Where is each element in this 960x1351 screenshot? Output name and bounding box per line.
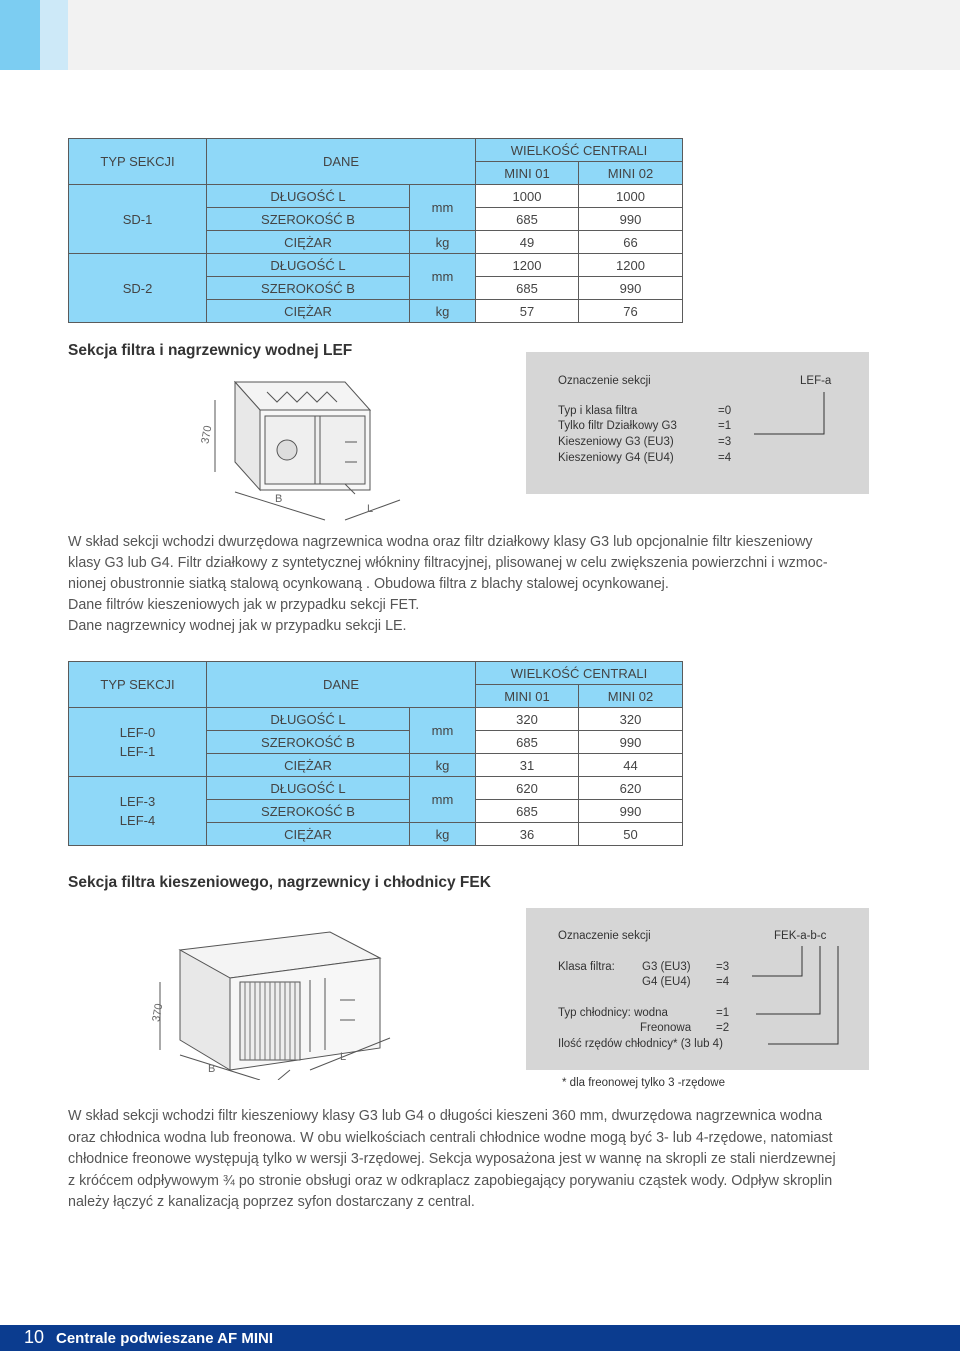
unit-cell: mm bbox=[410, 777, 476, 823]
designation-bracket bbox=[746, 392, 836, 442]
filter-type-line: Tylko filtr Działkowy G3 bbox=[558, 420, 677, 432]
paragraph-line: należy łączyć z kanalizacją poprzez syfon dostarczany z central. bbox=[68, 1194, 475, 1210]
paragraph-line: W skład sekcji wchodzi filtr kieszeniowy klasy G3 lub G4 o długości kieszeni 360 mm, dwurzędowa nagrzewnica wodna bbox=[68, 1108, 823, 1124]
filter-type-line: Kieszeniowy G3 (EU3) bbox=[558, 436, 674, 448]
header-dane: DANE bbox=[207, 662, 476, 708]
unit-cell: mm bbox=[410, 185, 476, 231]
value-cell: 31 bbox=[476, 754, 579, 777]
paragraph-line: z króćcem odpływowym ¾ po stronie obsługi oraz w odkraplacz zapobiegający porywaniu cząstek wody. Odpływ skroplin bbox=[68, 1172, 833, 1189]
klasa-filtra-option: G3 (EU3) bbox=[642, 961, 691, 973]
typ-sekcji-cell bbox=[69, 708, 207, 777]
param-cell: DŁUGOŚĆ L bbox=[207, 185, 410, 208]
table-row bbox=[69, 708, 683, 731]
value-cell: 57 bbox=[476, 300, 579, 323]
dimension-label-b: B bbox=[208, 1063, 216, 1075]
param-cell: DŁUGOŚĆ L bbox=[207, 708, 410, 731]
typ-sekcji-cell: SD-1 bbox=[69, 185, 207, 254]
filter-type-line: Kieszeniowy G4 (EU4) bbox=[558, 452, 674, 464]
lef-designation-box bbox=[526, 352, 869, 494]
lef-unit-drawing bbox=[195, 372, 415, 522]
value-cell: 990 bbox=[579, 277, 683, 300]
unit-cell: kg bbox=[410, 823, 476, 846]
paragraph-line: klasy G3 lub G4. Filtr działkowy z syntetycznej włókniny filtracyjnej, plisowanej w celu zwiększenia powierzchni i wzmoc- bbox=[68, 555, 828, 571]
designation-bracket bbox=[748, 946, 848, 1056]
designation-label: Oznaczenie sekcji bbox=[558, 930, 651, 942]
typ-chlodnicy-value: =1 bbox=[716, 1007, 730, 1019]
header-mini02: MINI 02 bbox=[579, 162, 683, 185]
paragraph-line: W skład sekcji wchodzi dwurzędowa nagrzewnica wodna oraz filtr działkowy klasy G3 lub opcjonalnie filtr kieszeniowy bbox=[68, 534, 813, 550]
param-cell: SZEROKOŚĆ B bbox=[207, 731, 410, 754]
param-cell: SZEROKOŚĆ B bbox=[207, 277, 410, 300]
table-row bbox=[69, 777, 683, 800]
typ-sekcji-code: LEF-1 bbox=[119, 744, 156, 759]
paragraph-line: chłodnice freonowe występują tylko w wersji 3-rzędowej. Sekcja wyposażona jest w wannę na skropli ze stali nierdzewnej bbox=[68, 1151, 836, 1167]
value-cell: 1200 bbox=[476, 254, 579, 277]
top-accent-strip-light bbox=[40, 0, 68, 70]
typ-chlodnicy-option: Freonowa bbox=[640, 1022, 692, 1034]
param-cell: CIĘŻAR bbox=[207, 300, 410, 323]
top-accent-strip bbox=[0, 0, 40, 70]
paragraph-line: nionej obustronnie siatką stalową ocynkowaną . Obudowa filtra z blachy stalowej ocynkowanej. bbox=[68, 576, 669, 592]
filter-type-value: =3 bbox=[718, 436, 732, 448]
footer-title: Centrale podwieszane AF MINI bbox=[56, 1330, 273, 1347]
page-number: 10 bbox=[24, 1327, 45, 1347]
paragraph-line: oraz chłodnica wodna lub freonowa. W obu wielkościach centrali chłodnice wodne mogą być 3- lub 4-rzędowe, natomiast bbox=[68, 1129, 833, 1146]
value-cell: 620 bbox=[476, 777, 579, 800]
filter-type-line: Typ i klasa filtra bbox=[558, 405, 638, 417]
param-cell: SZEROKOŚĆ B bbox=[207, 800, 410, 823]
value-cell: 990 bbox=[579, 208, 683, 231]
unit-cell: kg bbox=[410, 231, 476, 254]
value-cell: 990 bbox=[579, 731, 683, 754]
header-mini01: MINI 01 bbox=[476, 685, 579, 708]
param-cell: CIĘŻAR bbox=[207, 231, 410, 254]
typ-chlodnicy-label: Typ chłodnicy: wodna bbox=[558, 1007, 668, 1019]
typ-sekcji-cell: SD-2 bbox=[69, 254, 207, 323]
section-title-fek: Sekcja filtra kieszeniowego, nagrzewnicy i chłodnicy FEK bbox=[68, 874, 491, 891]
header-dane: DANE bbox=[207, 139, 476, 185]
lef-description bbox=[68, 532, 898, 637]
unit-cell: mm bbox=[410, 254, 476, 300]
filter-type-value: =1 bbox=[718, 420, 732, 432]
unit-cell: kg bbox=[410, 300, 476, 323]
top-banner bbox=[0, 0, 960, 70]
filter-type-value: =4 bbox=[718, 452, 732, 464]
table-row bbox=[69, 185, 683, 208]
dimension-label-height: 370 bbox=[150, 1002, 166, 1023]
dimension-label-l: L bbox=[340, 1051, 347, 1063]
ilosc-rzedow-label: Ilość rzędów chłodnicy* (3 lub 4) bbox=[558, 1038, 723, 1050]
value-cell: 50 bbox=[579, 823, 683, 846]
typ-chlodnicy-value: =2 bbox=[716, 1022, 730, 1034]
value-cell: 320 bbox=[579, 708, 683, 731]
value-cell: 49 bbox=[476, 231, 579, 254]
spec-table-lef bbox=[68, 661, 683, 846]
value-cell: 1000 bbox=[476, 185, 579, 208]
value-cell: 685 bbox=[476, 208, 579, 231]
value-cell: 685 bbox=[476, 731, 579, 754]
klasa-filtra-label: Klasa filtra: bbox=[558, 961, 615, 973]
fek-designation-box bbox=[526, 908, 869, 1070]
value-cell: 1200 bbox=[579, 254, 683, 277]
value-cell: 990 bbox=[579, 800, 683, 823]
header-mini01: MINI 01 bbox=[476, 162, 579, 185]
dimension-label-height: 370 bbox=[199, 424, 215, 445]
designation-label: Oznaczenie sekcji bbox=[558, 375, 651, 387]
klasa-filtra-value: =3 bbox=[716, 961, 730, 973]
table-row bbox=[69, 254, 683, 277]
value-cell: 320 bbox=[476, 708, 579, 731]
param-cell: CIĘŻAR bbox=[207, 823, 410, 846]
value-cell: 620 bbox=[579, 777, 683, 800]
paragraph-line: Dane nagrzewnicy wodnej jak w przypadku sekcji LE. bbox=[68, 618, 407, 634]
page-footer bbox=[0, 1325, 960, 1351]
unit-cell: kg bbox=[410, 754, 476, 777]
param-cell: DŁUGOŚĆ L bbox=[207, 254, 410, 277]
param-cell: DŁUGOŚĆ L bbox=[207, 777, 410, 800]
value-cell: 685 bbox=[476, 277, 579, 300]
value-cell: 36 bbox=[476, 823, 579, 846]
value-cell: 44 bbox=[579, 754, 683, 777]
fek-unit-drawing bbox=[150, 920, 410, 1080]
param-cell: CIĘŻAR bbox=[207, 754, 410, 777]
param-cell: SZEROKOŚĆ B bbox=[207, 208, 410, 231]
designation-code: FEK-a-b-c bbox=[774, 930, 827, 942]
klasa-filtra-option: G4 (EU4) bbox=[642, 976, 691, 988]
value-cell: 685 bbox=[476, 800, 579, 823]
section-title-lef: Sekcja filtra i nagrzewnicy wodnej LEF bbox=[68, 342, 353, 359]
header-mini02: MINI 02 bbox=[579, 685, 683, 708]
typ-sekcji-code: LEF-4 bbox=[119, 813, 156, 828]
dimension-label-l: L bbox=[367, 503, 374, 515]
footnote: * dla freonowej tylko 3 -rzędowe bbox=[562, 1077, 725, 1089]
typ-sekcji-code: LEF-3 bbox=[119, 794, 156, 809]
value-cell: 1000 bbox=[579, 185, 683, 208]
header-typ-sekcji: TYP SEKCJI bbox=[69, 662, 207, 708]
designation-code: LEF-a bbox=[800, 375, 832, 387]
header-wielkosc-centrali: WIELKOŚĆ CENTRALI bbox=[476, 139, 683, 162]
spec-table-sd bbox=[68, 138, 683, 323]
header-wielkosc-centrali: WIELKOŚĆ CENTRALI bbox=[476, 662, 683, 685]
filter-type-value: =0 bbox=[718, 405, 732, 417]
typ-sekcji-code: LEF-0 bbox=[119, 725, 156, 740]
value-cell: 66 bbox=[579, 231, 683, 254]
dimension-label-b: B bbox=[275, 493, 283, 505]
fek-description bbox=[68, 1106, 898, 1214]
typ-sekcji-cell bbox=[69, 777, 207, 846]
value-cell: 76 bbox=[579, 300, 683, 323]
unit-cell: mm bbox=[410, 708, 476, 754]
klasa-filtra-value: =4 bbox=[716, 976, 730, 988]
header-typ-sekcji: TYP SEKCJI bbox=[69, 139, 207, 185]
paragraph-line: Dane filtrów kieszeniowych jak w przypadku sekcji FET. bbox=[68, 597, 420, 613]
